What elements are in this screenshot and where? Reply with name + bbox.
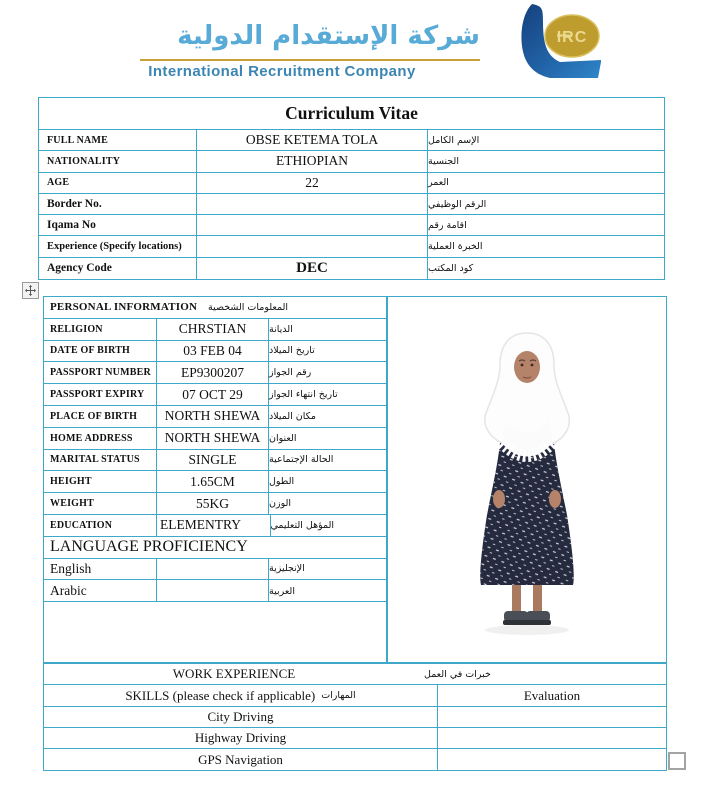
- row-label-arabic: اقامة رقم: [428, 219, 467, 231]
- row-label-arabic: العمر: [428, 177, 449, 189]
- table-row: [44, 428, 386, 450]
- row-value: ETHIOPIAN: [197, 151, 428, 171]
- row-label-arabic: الحالة الإجتماعية: [269, 454, 334, 466]
- skill-name: Highway Driving: [44, 728, 438, 748]
- row-label: FULL NAME: [39, 130, 197, 150]
- candidate-photo: [442, 327, 612, 637]
- row-label-arabic: الديانة: [269, 323, 293, 335]
- row-label: DATE OF BIRTH: [44, 341, 157, 362]
- row-label: NATIONALITY: [39, 151, 197, 171]
- row-value: 22: [197, 173, 428, 193]
- section-title-arabic: المعلومات الشخصية: [208, 301, 288, 313]
- table-row: [44, 515, 386, 537]
- row-value: 1.65CM: [157, 471, 269, 492]
- row-label-arabic: تاريخ الميلاد: [269, 345, 315, 357]
- table-row: [39, 215, 664, 236]
- table-row: [39, 173, 664, 194]
- row-value: [197, 194, 428, 214]
- company-brand: [108, 14, 480, 80]
- language-name-arabic: العربية: [269, 585, 295, 597]
- section-header-row: [44, 297, 386, 319]
- row-value: 55KG: [157, 493, 269, 514]
- row-label: Experience (Specify locations): [39, 236, 197, 256]
- table-row: [39, 258, 664, 279]
- row-label-arabic: الخبرة العملية: [428, 241, 483, 253]
- table-row: [39, 194, 664, 215]
- row-label: WEIGHT: [44, 493, 157, 514]
- cv-title: Curriculum Vitae: [39, 98, 664, 130]
- row-label-arabic: رقم الجواز: [269, 367, 312, 379]
- table-row: [44, 493, 386, 515]
- row-label: HEIGHT: [44, 471, 157, 492]
- table-resize-handle[interactable]: [668, 752, 686, 770]
- language-name: Arabic: [44, 580, 157, 602]
- language-name-arabic: الإنجليزية: [269, 563, 305, 575]
- table-row: [39, 130, 664, 151]
- personal-section: [43, 296, 667, 663]
- row-value: ELEMENTRY: [157, 515, 271, 536]
- skill-evaluation: [438, 707, 666, 727]
- row-value: DEC: [197, 258, 428, 279]
- work-experience-arabic: خبرات في العمل: [424, 668, 491, 680]
- table-row: [44, 580, 386, 602]
- row-value: OBSE KETEMA TOLA: [197, 130, 428, 150]
- table-row: [44, 362, 386, 384]
- skill-row: [44, 707, 666, 728]
- row-label-arabic: العنوان: [269, 432, 297, 444]
- section-header-row: [44, 537, 386, 559]
- skill-evaluation: [438, 749, 666, 770]
- photo-cell: [387, 296, 667, 663]
- row-value: SINGLE: [157, 450, 269, 471]
- table-row: [44, 384, 386, 406]
- row-label: Agency Code: [39, 258, 197, 279]
- row-label: MARITAL STATUS: [44, 450, 157, 471]
- skills-header-arabic: المهارات: [321, 690, 356, 701]
- company-name-arabic: شركة الإستقدام الدولية: [177, 21, 480, 51]
- row-value: CHRSTIAN: [157, 319, 269, 340]
- skills-header-label: SKILLS (please check if applicable): [125, 687, 316, 703]
- row-label: AGE: [39, 173, 197, 193]
- cv-header-table: [38, 97, 665, 280]
- row-label: PASSPORT NUMBER: [44, 362, 157, 383]
- table-row: [44, 319, 386, 341]
- row-value: [197, 236, 428, 256]
- row-label-arabic: المؤهل التعليمي: [270, 519, 335, 531]
- row-label: PLACE OF BIRTH: [44, 406, 157, 427]
- row-value: 03 FEB 04: [157, 341, 269, 362]
- row-label-arabic: مكان الميلاد: [269, 410, 317, 422]
- row-value: NORTH SHEWA: [157, 428, 269, 449]
- row-label: Iqama No: [39, 215, 197, 235]
- skill-evaluation: [438, 728, 666, 748]
- table-row: [44, 341, 386, 363]
- skill-name: City Driving: [44, 707, 438, 727]
- personal-info-table: [43, 296, 387, 602]
- row-label-arabic: تاريخ انتهاء الجواز: [269, 389, 338, 401]
- row-value: 07 OCT 29: [157, 384, 269, 405]
- skill-name: GPS Navigation: [44, 749, 438, 770]
- language-section-title: LANGUAGE PROFICIENCY: [50, 538, 248, 556]
- row-label: HOME ADDRESS: [44, 428, 157, 449]
- row-label: PASSPORT EXPIRY: [44, 384, 157, 405]
- work-experience-title: WORK EXPERIENCE: [172, 666, 296, 681]
- table-row: [44, 559, 386, 581]
- row-value: NORTH SHEWA: [157, 406, 269, 427]
- table-row: [44, 406, 386, 428]
- gold-divider: [140, 59, 480, 61]
- table-row: [44, 450, 386, 472]
- row-label: RELIGION: [44, 319, 157, 340]
- company-logo-icon: [480, 2, 602, 86]
- logo-badge-text: IRC: [556, 29, 588, 46]
- row-value: [197, 215, 428, 235]
- table-row: [39, 236, 664, 257]
- empty-cell: [43, 602, 387, 663]
- row-value: EP9300207: [157, 362, 269, 383]
- row-label-arabic: الرقم الوظيفي: [428, 198, 487, 210]
- language-name: English: [44, 559, 157, 580]
- table-row: [44, 471, 386, 493]
- company-name-english: International Recruitment Company: [148, 63, 416, 80]
- language-level: [157, 580, 269, 602]
- row-label-arabic: الجنسية: [428, 155, 459, 167]
- table-move-handle-icon[interactable]: [22, 282, 39, 299]
- skills-header-row: [44, 685, 666, 707]
- evaluation-header: Evaluation: [523, 687, 581, 703]
- skill-row: [44, 728, 666, 749]
- work-skills-table: [43, 663, 667, 771]
- row-label-arabic: كود المكتب: [428, 262, 474, 274]
- section-title: PERSONAL INFORMATION: [50, 301, 198, 314]
- row-label: Border No.: [39, 194, 197, 214]
- language-level: [157, 559, 269, 580]
- row-label-arabic: الإسم الكامل: [428, 134, 480, 146]
- skills-header: [44, 685, 438, 706]
- table-row: [39, 151, 664, 172]
- skill-row: [44, 749, 666, 770]
- row-label-arabic: الطول: [269, 476, 295, 488]
- row-label-arabic: الوزن: [269, 498, 292, 510]
- row-label: EDUCATION: [44, 515, 157, 536]
- work-experience-row: [44, 664, 666, 685]
